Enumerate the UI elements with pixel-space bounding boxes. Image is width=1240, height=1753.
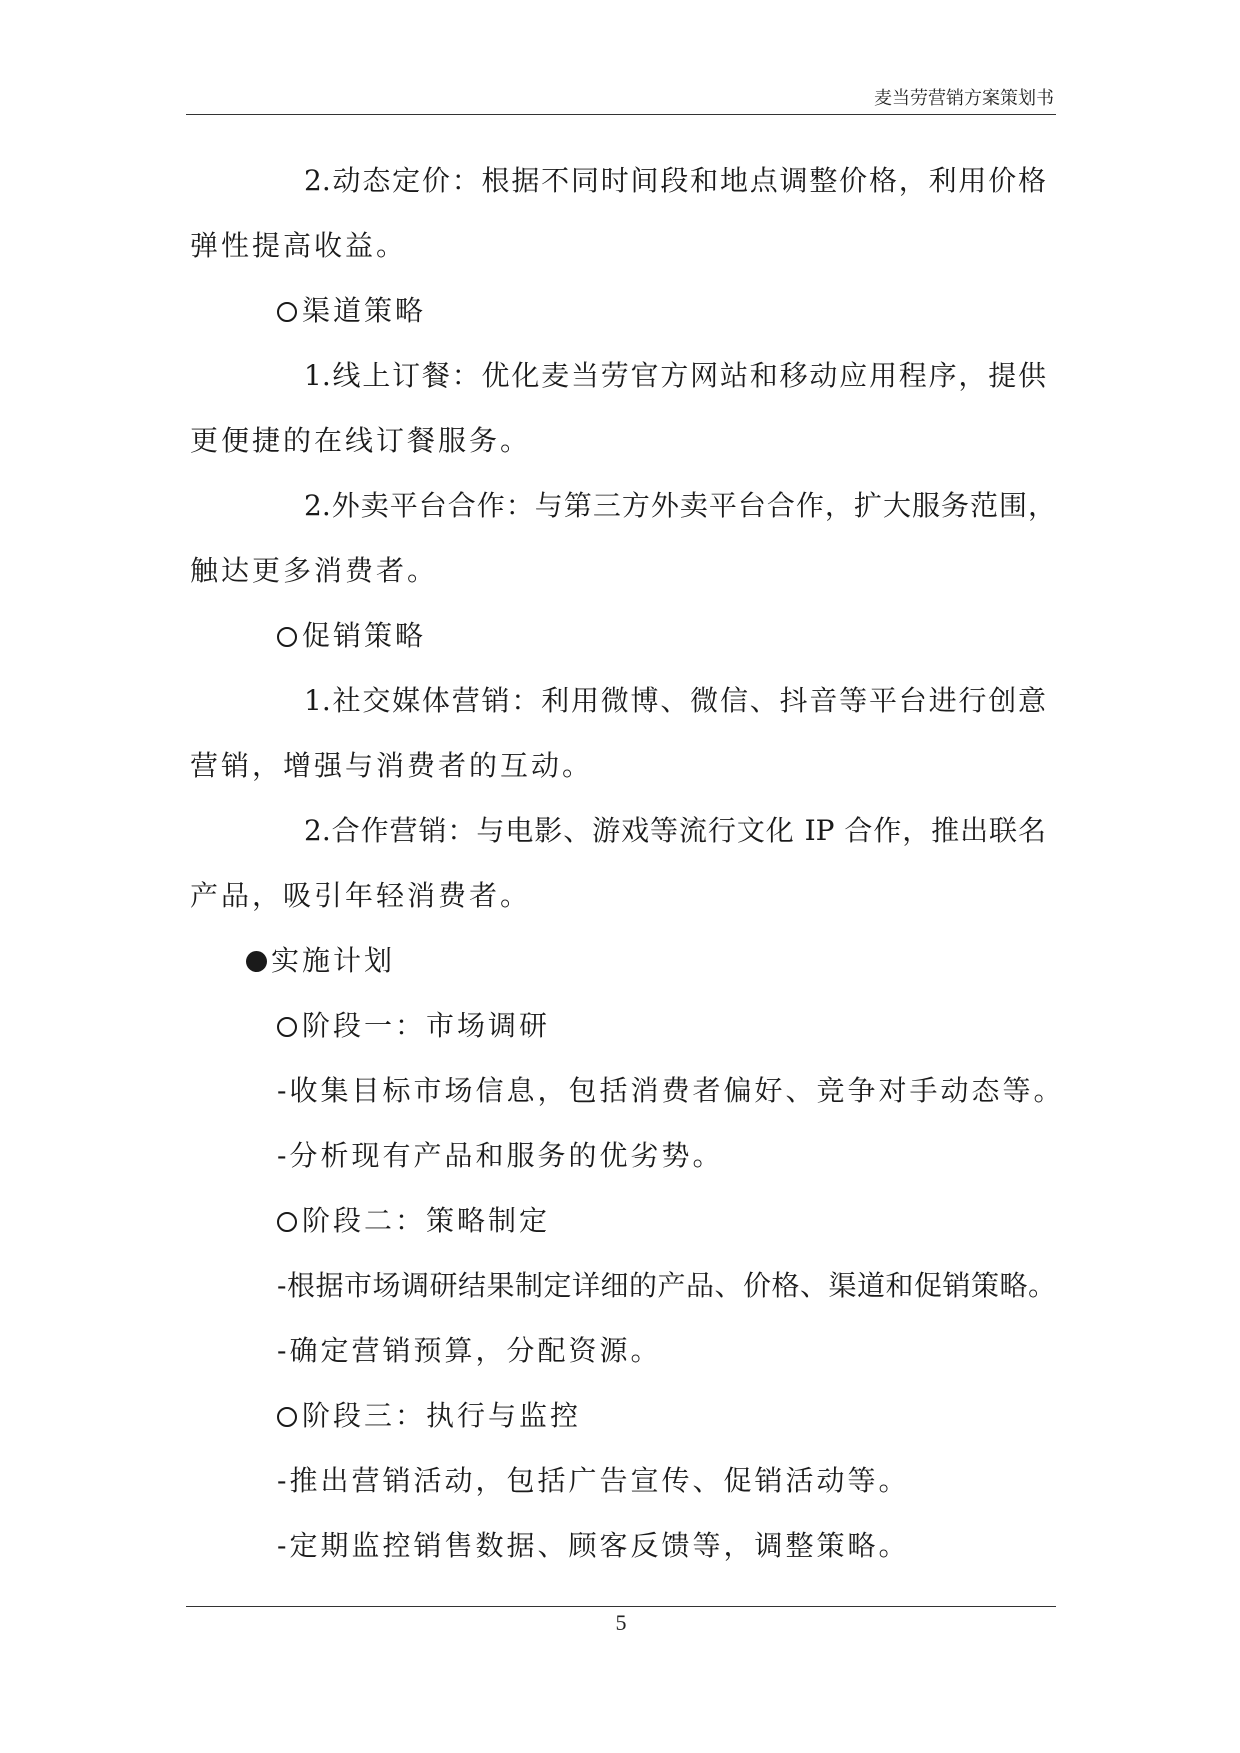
list-item: -分析现有产品和服务的优劣势。 xyxy=(277,1139,724,1172)
list-item: -根据市场调研结果制定详细的产品、价格、渠道和促销策略。 xyxy=(277,1269,1057,1302)
paragraph-line: 2.外卖平台合作：与第三方外卖平台合作，扩大服务范围， xyxy=(304,489,1056,522)
subheading-channel: 渠道策略 xyxy=(277,291,426,331)
section-heading-plan: 实施计划 xyxy=(246,941,395,981)
paragraph-line: 2.合作营销：与电影、游戏等流行文化 IP 合作，推出联名 xyxy=(304,814,1046,847)
footer-rule xyxy=(186,1606,1056,1607)
stage1-heading: 阶段一：市场调研 xyxy=(277,1006,550,1046)
open-circle-bullet-icon xyxy=(277,1212,297,1232)
page-number: 5 xyxy=(615,1610,627,1635)
list-item: -推出营销活动，包括广告宣传、促销活动等。 xyxy=(277,1464,910,1497)
paragraph-line: 营销，增强与消费者的互动。 xyxy=(190,749,594,782)
open-circle-bullet-icon xyxy=(277,302,297,322)
paragraph-line: 1.线上订餐：优化麦当劳官方网站和移动应用程序，提供 xyxy=(304,359,1046,392)
stage3-heading: 阶段三：执行与监控 xyxy=(277,1396,581,1436)
paragraph-line: 1.社交媒体营销：利用微博、微信、抖音等平台进行创意 xyxy=(304,684,1046,717)
paragraph-line: 产品，吸引年轻消费者。 xyxy=(190,879,532,912)
stage2-heading: 阶段二：策略制定 xyxy=(277,1201,550,1241)
paragraph-line: 弹性提高收益。 xyxy=(190,229,408,262)
paragraph-line: 更便捷的在线订餐服务。 xyxy=(190,424,532,457)
list-item: -收集目标市场信息，包括消费者偏好、竞争对手动态等。 xyxy=(277,1074,1065,1107)
header-title: 麦当劳营销方案策划书 xyxy=(874,88,1054,109)
list-item: -定期监控销售数据、顾客反馈等，调整策略。 xyxy=(277,1529,910,1562)
open-circle-bullet-icon xyxy=(277,1407,297,1427)
subheading-promotion: 促销策略 xyxy=(277,616,426,656)
header-rule xyxy=(186,114,1056,115)
paragraph-line: 2.动态定价：根据不同时间段和地点调整价格，利用价格 xyxy=(304,164,1046,197)
filled-circle-bullet-icon xyxy=(246,951,267,972)
open-circle-bullet-icon xyxy=(277,627,297,647)
paragraph-line: 触达更多消费者。 xyxy=(190,554,439,587)
list-item: -确定营销预算，分配资源。 xyxy=(277,1334,662,1367)
open-circle-bullet-icon xyxy=(277,1017,297,1037)
